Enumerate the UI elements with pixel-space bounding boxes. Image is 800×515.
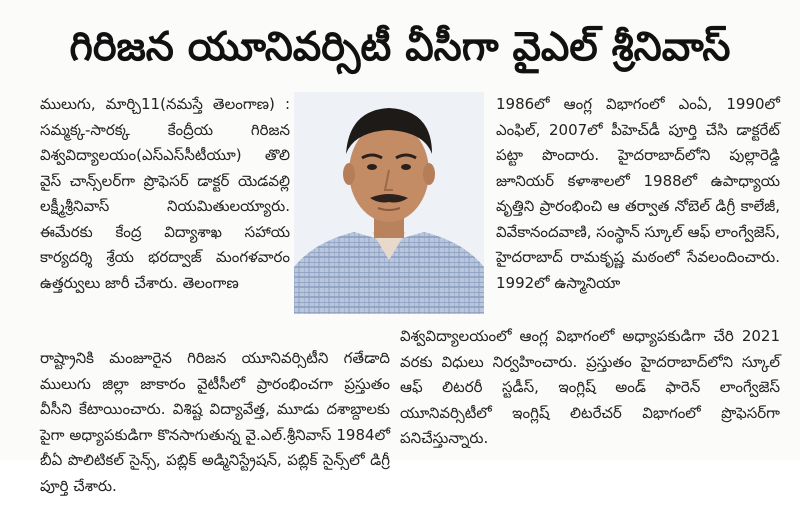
article-paragraph: రాష్ట్రానికి మంజూరైన గిరిజన యూనివర్సిటీని గతేడాది ములుగు జిల్లా జాకారం వైటీసీలో ప్రారంభించగా ప్రస్తుతం వీసీని కేటాయించారు. విశిష్ట విద్యావేత్త, మూడు దశాబ్దాలకు పైగా అధ్యాపకుడిగా కొనసాగుతున్న వై.ఎల్.శ్రీనివాస్ 1984లో బీఏ పొలిటికల్ సైన్స్, పబ్లిక్ అడ్మినిస్ట్రేషన్, పబ్లిక్ సైన్స్‌లో డిగ్రీ పూర్తి చేశారు. <box>40 349 390 495</box>
article-column-right-bottom <box>400 324 780 452</box>
article-paragraph: 1986లో ఆంగ్ల విభాగంలో ఎంఏ, 1990లో ఎంఫిల్, 2007లో పీహెచ్‌డీ పూర్తి చేసి డాక్టరేట్ పట్టా పొందారు. హైదరాబాద్‌లోని పుల్లారెడ్డి జూనియర్ కళాశాలలో 1988లో ఉపాధ్యాయ వృత్తిని ప్రారంభించి ఆ తర్వాత నోబెల్ డిగ్రీ కాలేజీ, వివేకానందవాణి, సంస్థాన్ స్కూల్ ఆఫ్ లాంగ్వేజెస్, హైదరాబాద్ రామకృష్ణ మఠంలో సేవలందించారు. 1992లో ఉస్మానియా <box>496 95 780 292</box>
article-column-left-top <box>40 92 290 296</box>
article-paragraph: విశ్వవిద్యాలయంలో ఆంగ్ల విభాగంలో అధ్యాపకుడిగా చేరి 2021 వరకు విధులు నిర్వహించారు. ప్రస్తుతం హైదరాబాద్‌లోని స్కూల్ ఆఫ్ లిటరరీ స్టడీస్, ఇంగ్లిష్ అండ్ ఫారెన్ లాంగ్వేజెస్ యూనివర్సిటీలో ఇంగ్లిష్ లిటరేచర్ విభాగంలో ప్రొఫెసర్‌గా పనిచేస్తున్నారు. <box>400 327 780 447</box>
portrait-photo <box>294 92 484 314</box>
article-column-left-bottom <box>40 346 390 499</box>
article-paragraph: ములుగు, మార్చి11(నమస్తే తెలంగాణ) : సమ్మక్క-సారక్క కేంద్రీయ గిరిజన విశ్వవిద్యాలయం(ఎస్ఎస్‌సీటీయూ) తొలి వైస్ చాన్స్‌లర్‌గా ప్రొఫెసర్ డాక్టర్ యెడవల్లి లక్ష్మీశ్రీనివాస్ నియమితులయ్యారు. ఈమేరకు కేంద్ర విద్యాశాఖ సహాయ కార్యదర్శి శ్రేయ భరద్వాజ్ మంగళవారం ఉత్తర్వులు జారీ చేశారు. తెలంగాణ <box>40 95 290 292</box>
article-column-right-top <box>496 92 780 296</box>
portrait-illustration <box>294 92 484 314</box>
article-headline: గిరిజన యూనివర్సిటీ వీసీగా వైఎల్ శ్రీనివాస్ <box>69 24 731 70</box>
